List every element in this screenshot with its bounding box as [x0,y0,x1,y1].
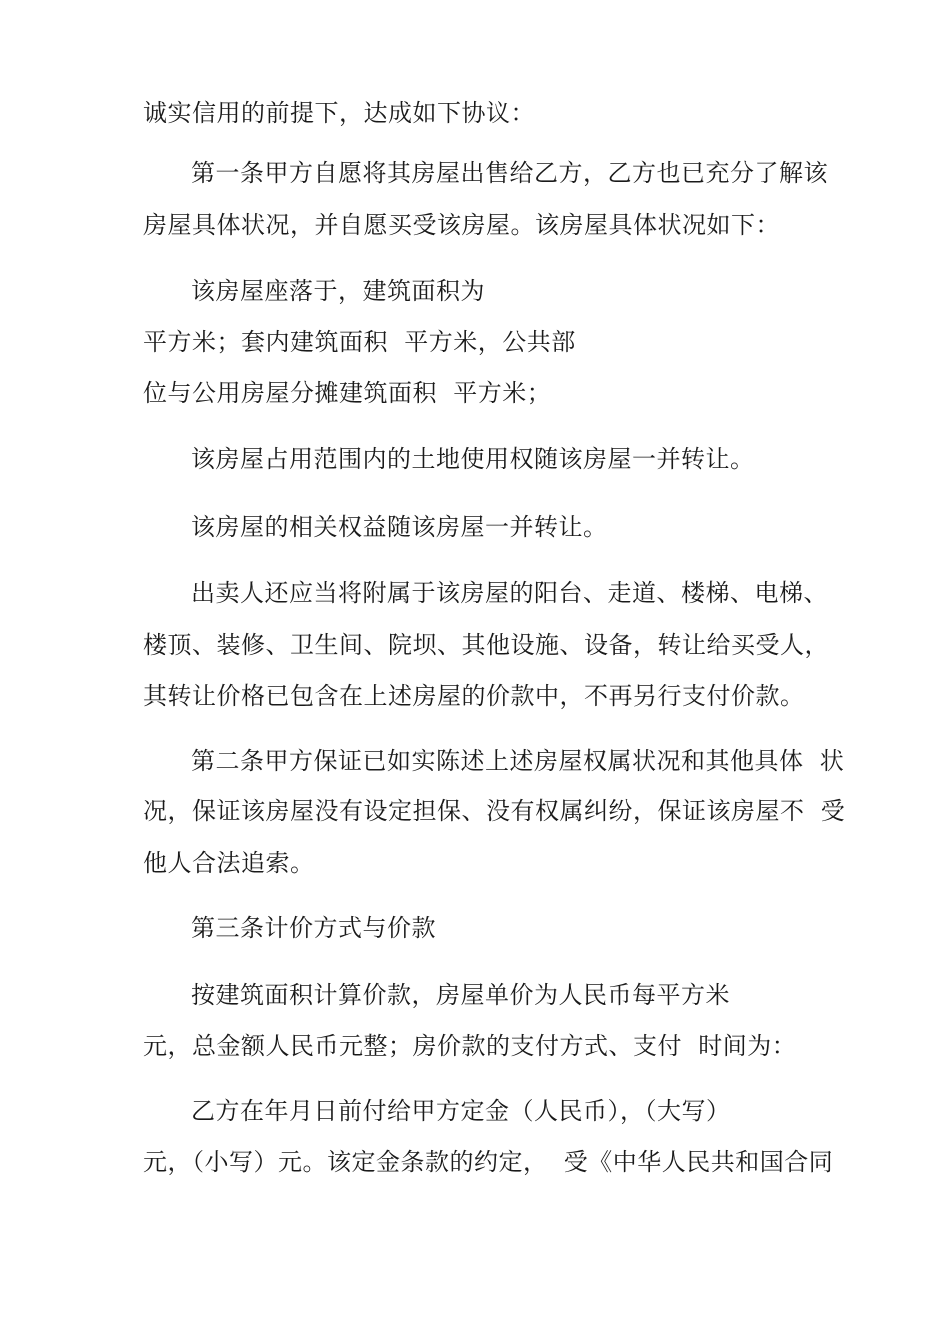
text-line: 乙方在年月日前付给甲方定金（人民币），（大写） [191,1097,731,1125]
text-line: 出卖人还应当将附属于该房屋的阳台、走道、楼梯、电梯、 [191,579,828,607]
text-line: 诚实信用的前提下，达成如下协议： [143,99,535,127]
text-line: 其转让价格已包含在上述房屋的价款中，不再另行支付价款。 [143,682,805,710]
text-line: 平方米；套内建筑面积 平方米，公共部 [143,328,576,356]
text-line: 第一条甲方自愿将其房屋出售给乙方，乙方也已充分了解该 [191,159,828,187]
text-line: 按建筑面积计算价款，房屋单价为人民币每平方米 [191,981,730,1009]
text-line: 楼顶、装修、卫生间、院坝、其他设施、设备，转让给买受人， [143,631,829,659]
text-line: 该房屋座落于，建筑面积为 [191,277,485,305]
text-line: 元，总金额人民币元整；房价款的支付方式、支付 时间为： [143,1032,797,1060]
text-line: 第二条甲方保证已如实陈述上述房屋权属状况和其他具体 状 [191,747,845,775]
text-line: 该房屋的相关权益随该房屋一并转让。 [191,513,608,541]
text-line: 他人合法追索。 [143,849,315,877]
text-line: 元，（小写）元。该定金条款的约定， 受《中华人民共和国合同 [143,1148,834,1176]
text-line: 况，保证该房屋没有设定担保、没有权属纠纷，保证该房屋不 受 [143,797,846,825]
text-line: 该房屋占用范围内的土地使用权随该房屋一并转让。 [191,445,755,473]
text-line: 第三条计价方式与价款 [191,914,436,942]
text-line: 房屋具体状况，并自愿买受该房屋。该房屋具体状况如下： [143,211,780,239]
text-line: 位与公用房屋分摊建筑面积 平方米； [143,379,552,407]
